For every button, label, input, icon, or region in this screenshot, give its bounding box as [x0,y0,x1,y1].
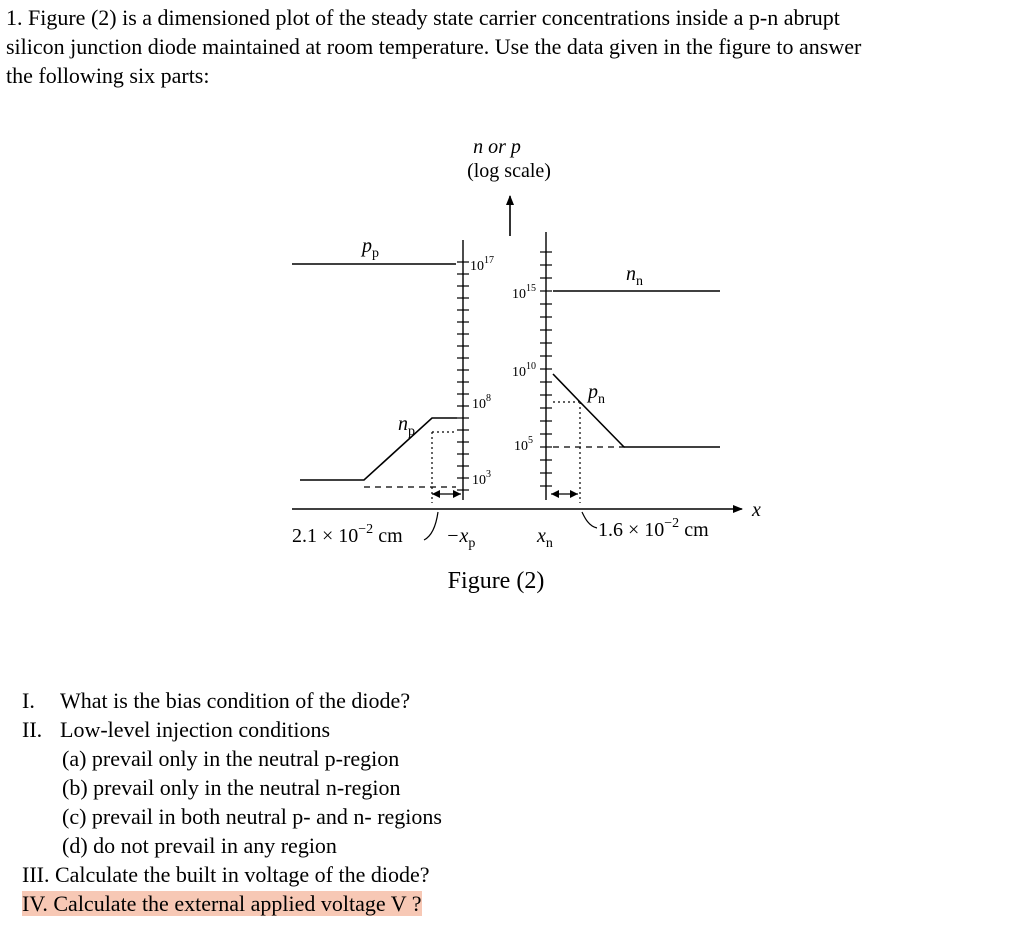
left-tick-1e3: $10^3$ [472,469,491,488]
xn-label: $x_n$ [537,525,553,551]
nn-label: $n_n$ [626,263,643,289]
problem-line-2: silicon junction diode maintained at room temperature. Use the data given in the figure to answer [6,34,862,59]
option-a: (a) prevail only in the neutral p-region [62,746,400,771]
np-curve [300,418,457,480]
option-b: (b) prevail only in the neutral n-region [62,775,401,800]
pp-label: $p_p$ [362,235,379,261]
problem-statement [6,3,1006,90]
np-label: $n_p$ [398,413,415,439]
left-log-axis [457,240,469,500]
left-dimension-leader [424,512,438,540]
figure-caption: Figure (2) [447,568,545,594]
axis-title-line-2: (log scale) [467,160,551,182]
axis-title-line-1: n or p [473,136,521,158]
left-diffusion-dimension: $2.1 \times 10^{-2}$ cm [292,522,403,547]
pn-curve [553,374,720,447]
right-dimension-leader [582,512,597,528]
highlighted-question: IV. Calculate the external applied voltage V ? [22,891,422,916]
right-tick-1e5: $10^5$ [514,435,533,454]
question-3: III. Calculate the built in voltage of the diode? [22,862,430,887]
left-tick-1e17: $10^{17}$ [470,255,494,274]
x-axis-label: x [752,499,761,521]
xp-label: $-x_p$ [446,525,476,551]
question-1: I. What is the bias condition of the diode? [22,688,411,713]
question-4 [22,889,442,918]
right-tick-1e15: $10^{15}$ [512,283,536,302]
right-tick-1e10: $10^{10}$ [512,361,536,380]
question-list [22,686,442,918]
left-tick-1e8: $10^8$ [472,393,491,412]
problem-line-1: 1. Figure (2) is a dimensioned plot of the steady state carrier concentrations inside a p-n abrupt [6,5,840,30]
right-diffusion-dimension: $1.6 \times 10^{-2}$ cm [598,516,709,541]
pn-label: $p_n$ [588,381,605,407]
problem-line-3: the following six parts: [6,63,210,88]
option-d: (d) do not prevail in any region [62,833,337,858]
option-c: (c) prevail in both neutral p- and n- regions [62,804,442,829]
right-log-axis [540,232,552,500]
question-2: II. Low-level injection conditions [22,717,331,742]
